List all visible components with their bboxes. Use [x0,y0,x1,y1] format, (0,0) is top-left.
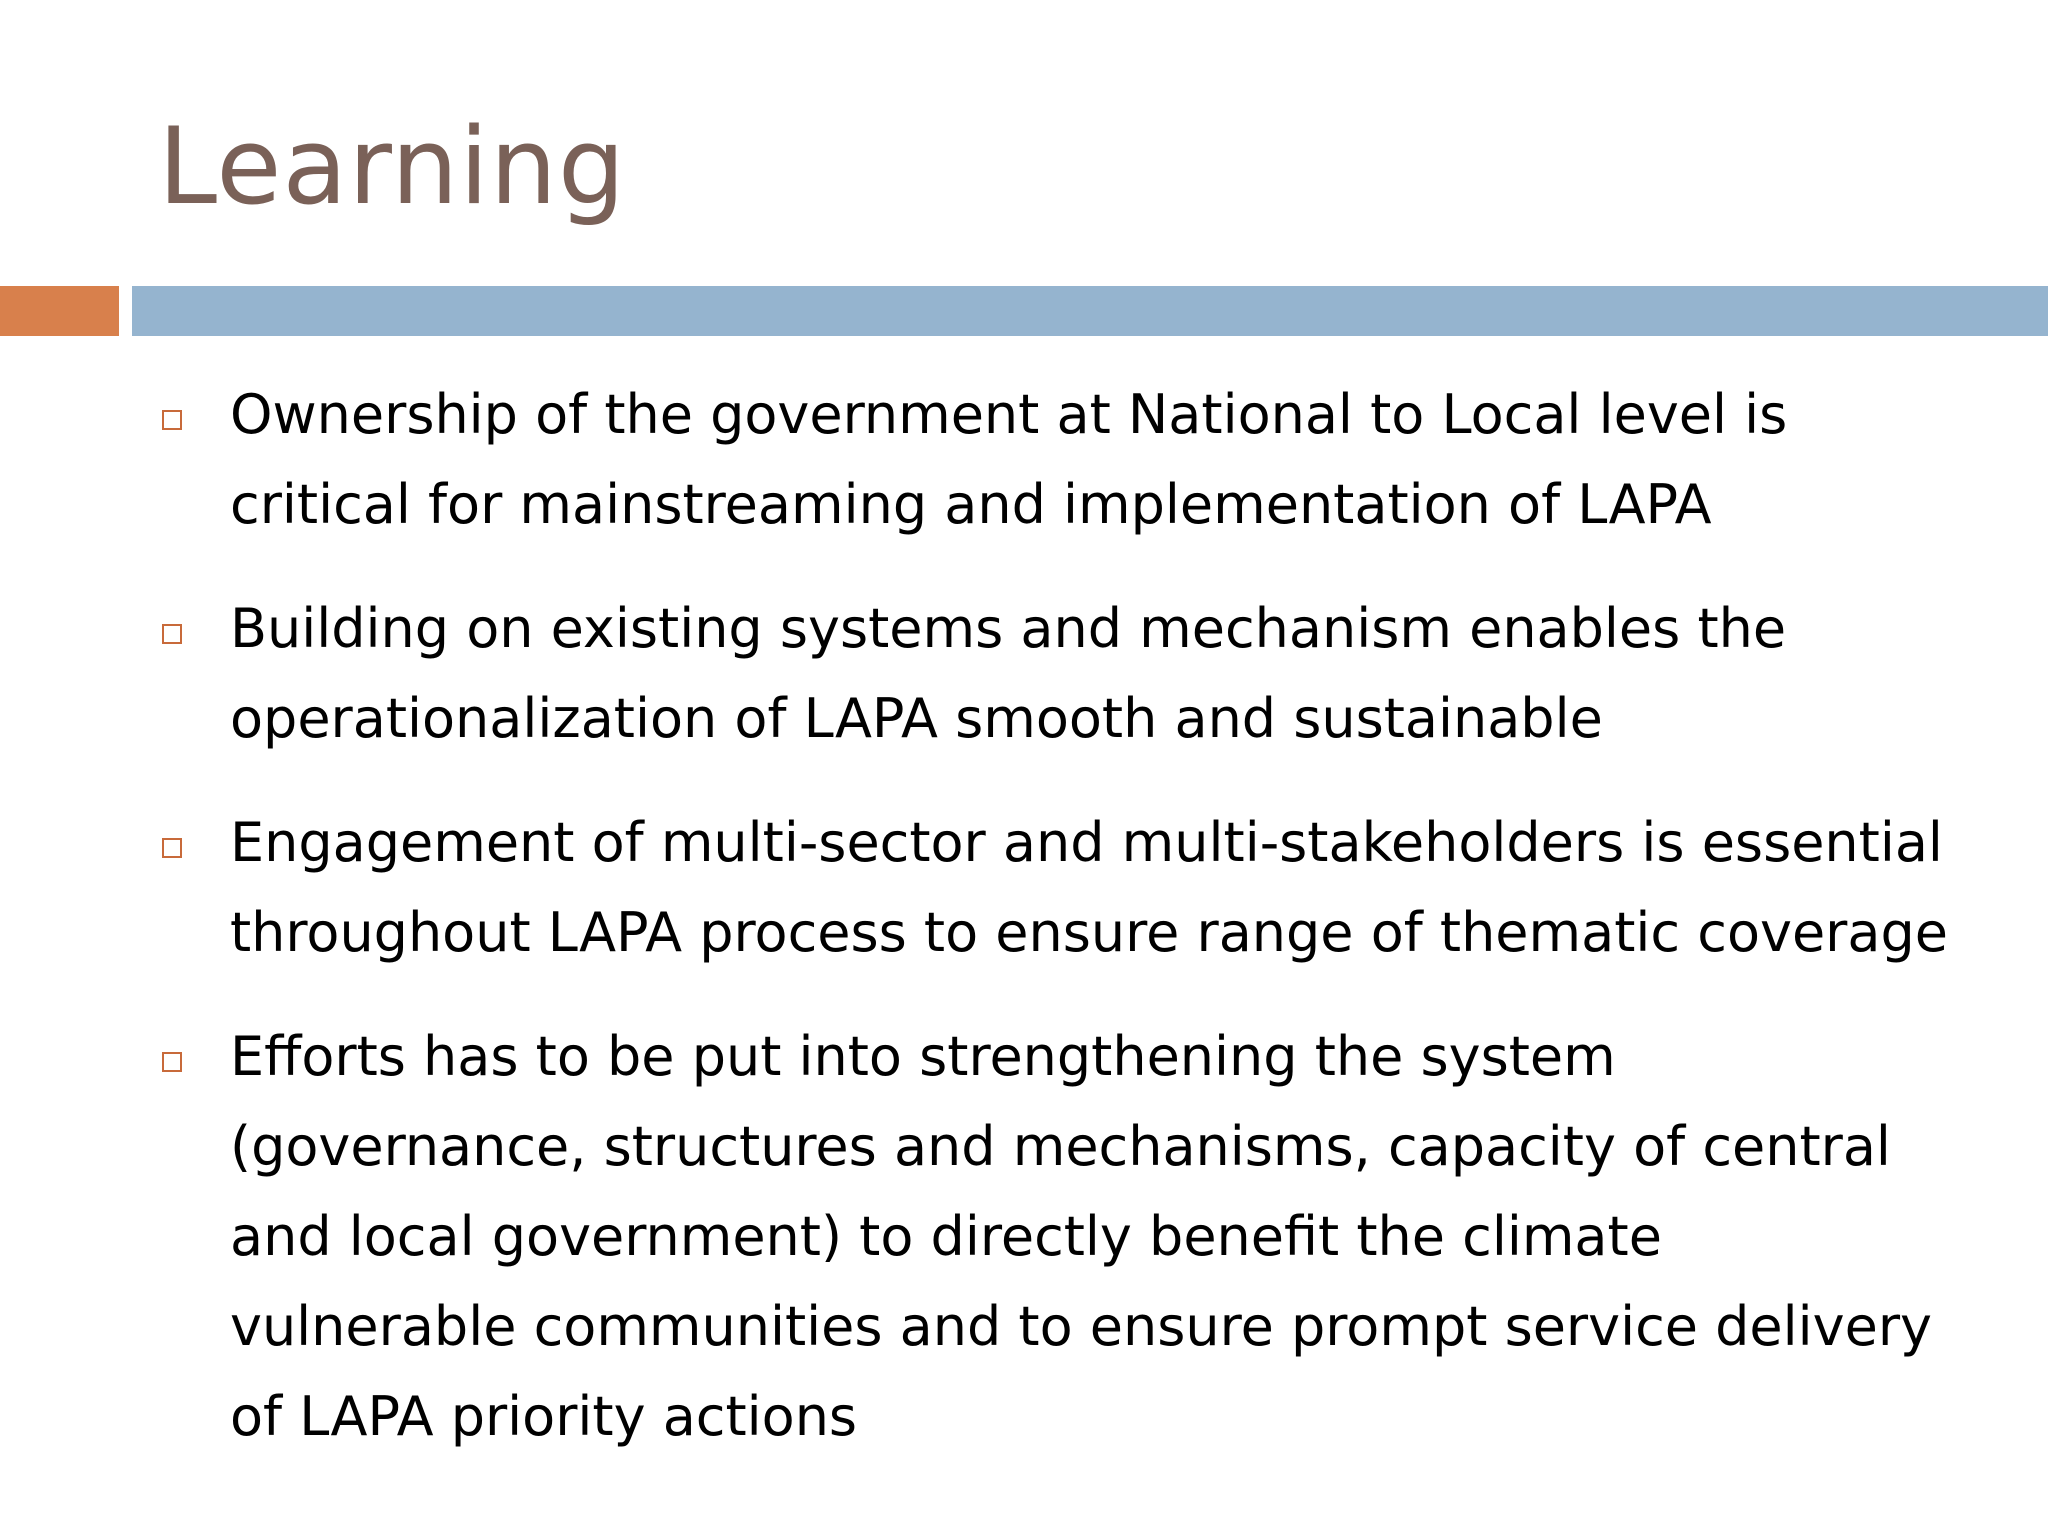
bullet-item [158,584,1958,764]
hollow-square-icon [162,410,182,430]
bullet-list [158,370,1958,1496]
accent-bar-orange [0,286,119,336]
slide-title: Learning [158,105,627,228]
bullet-item [158,1012,1958,1462]
bullet-item [158,798,1958,978]
accent-bar-blue [132,286,2048,336]
bullet-text: Efforts has to be put into strengthening the system (governance, structures and mechanisms, capacity of central and local government) to directly benefit the climate vulnerable communities and to ensure prompt service delivery of LAPA priority actions [230,1025,1933,1448]
hollow-square-icon [162,1052,182,1072]
bullet-text: Ownership of the government at National to Local level is critical for mainstreaming and implementation of LAPA [230,383,1788,536]
hollow-square-icon [162,838,182,858]
bullet-text: Engagement of multi-sector and multi-stakeholders is essential throughout LAPA process to ensure range of thematic coverage [230,811,1948,964]
bullet-text: Building on existing systems and mechanism enables the operationalization of LAPA smooth and sustainable [230,597,1787,750]
hollow-square-icon [162,624,182,644]
bullet-item [158,370,1958,550]
